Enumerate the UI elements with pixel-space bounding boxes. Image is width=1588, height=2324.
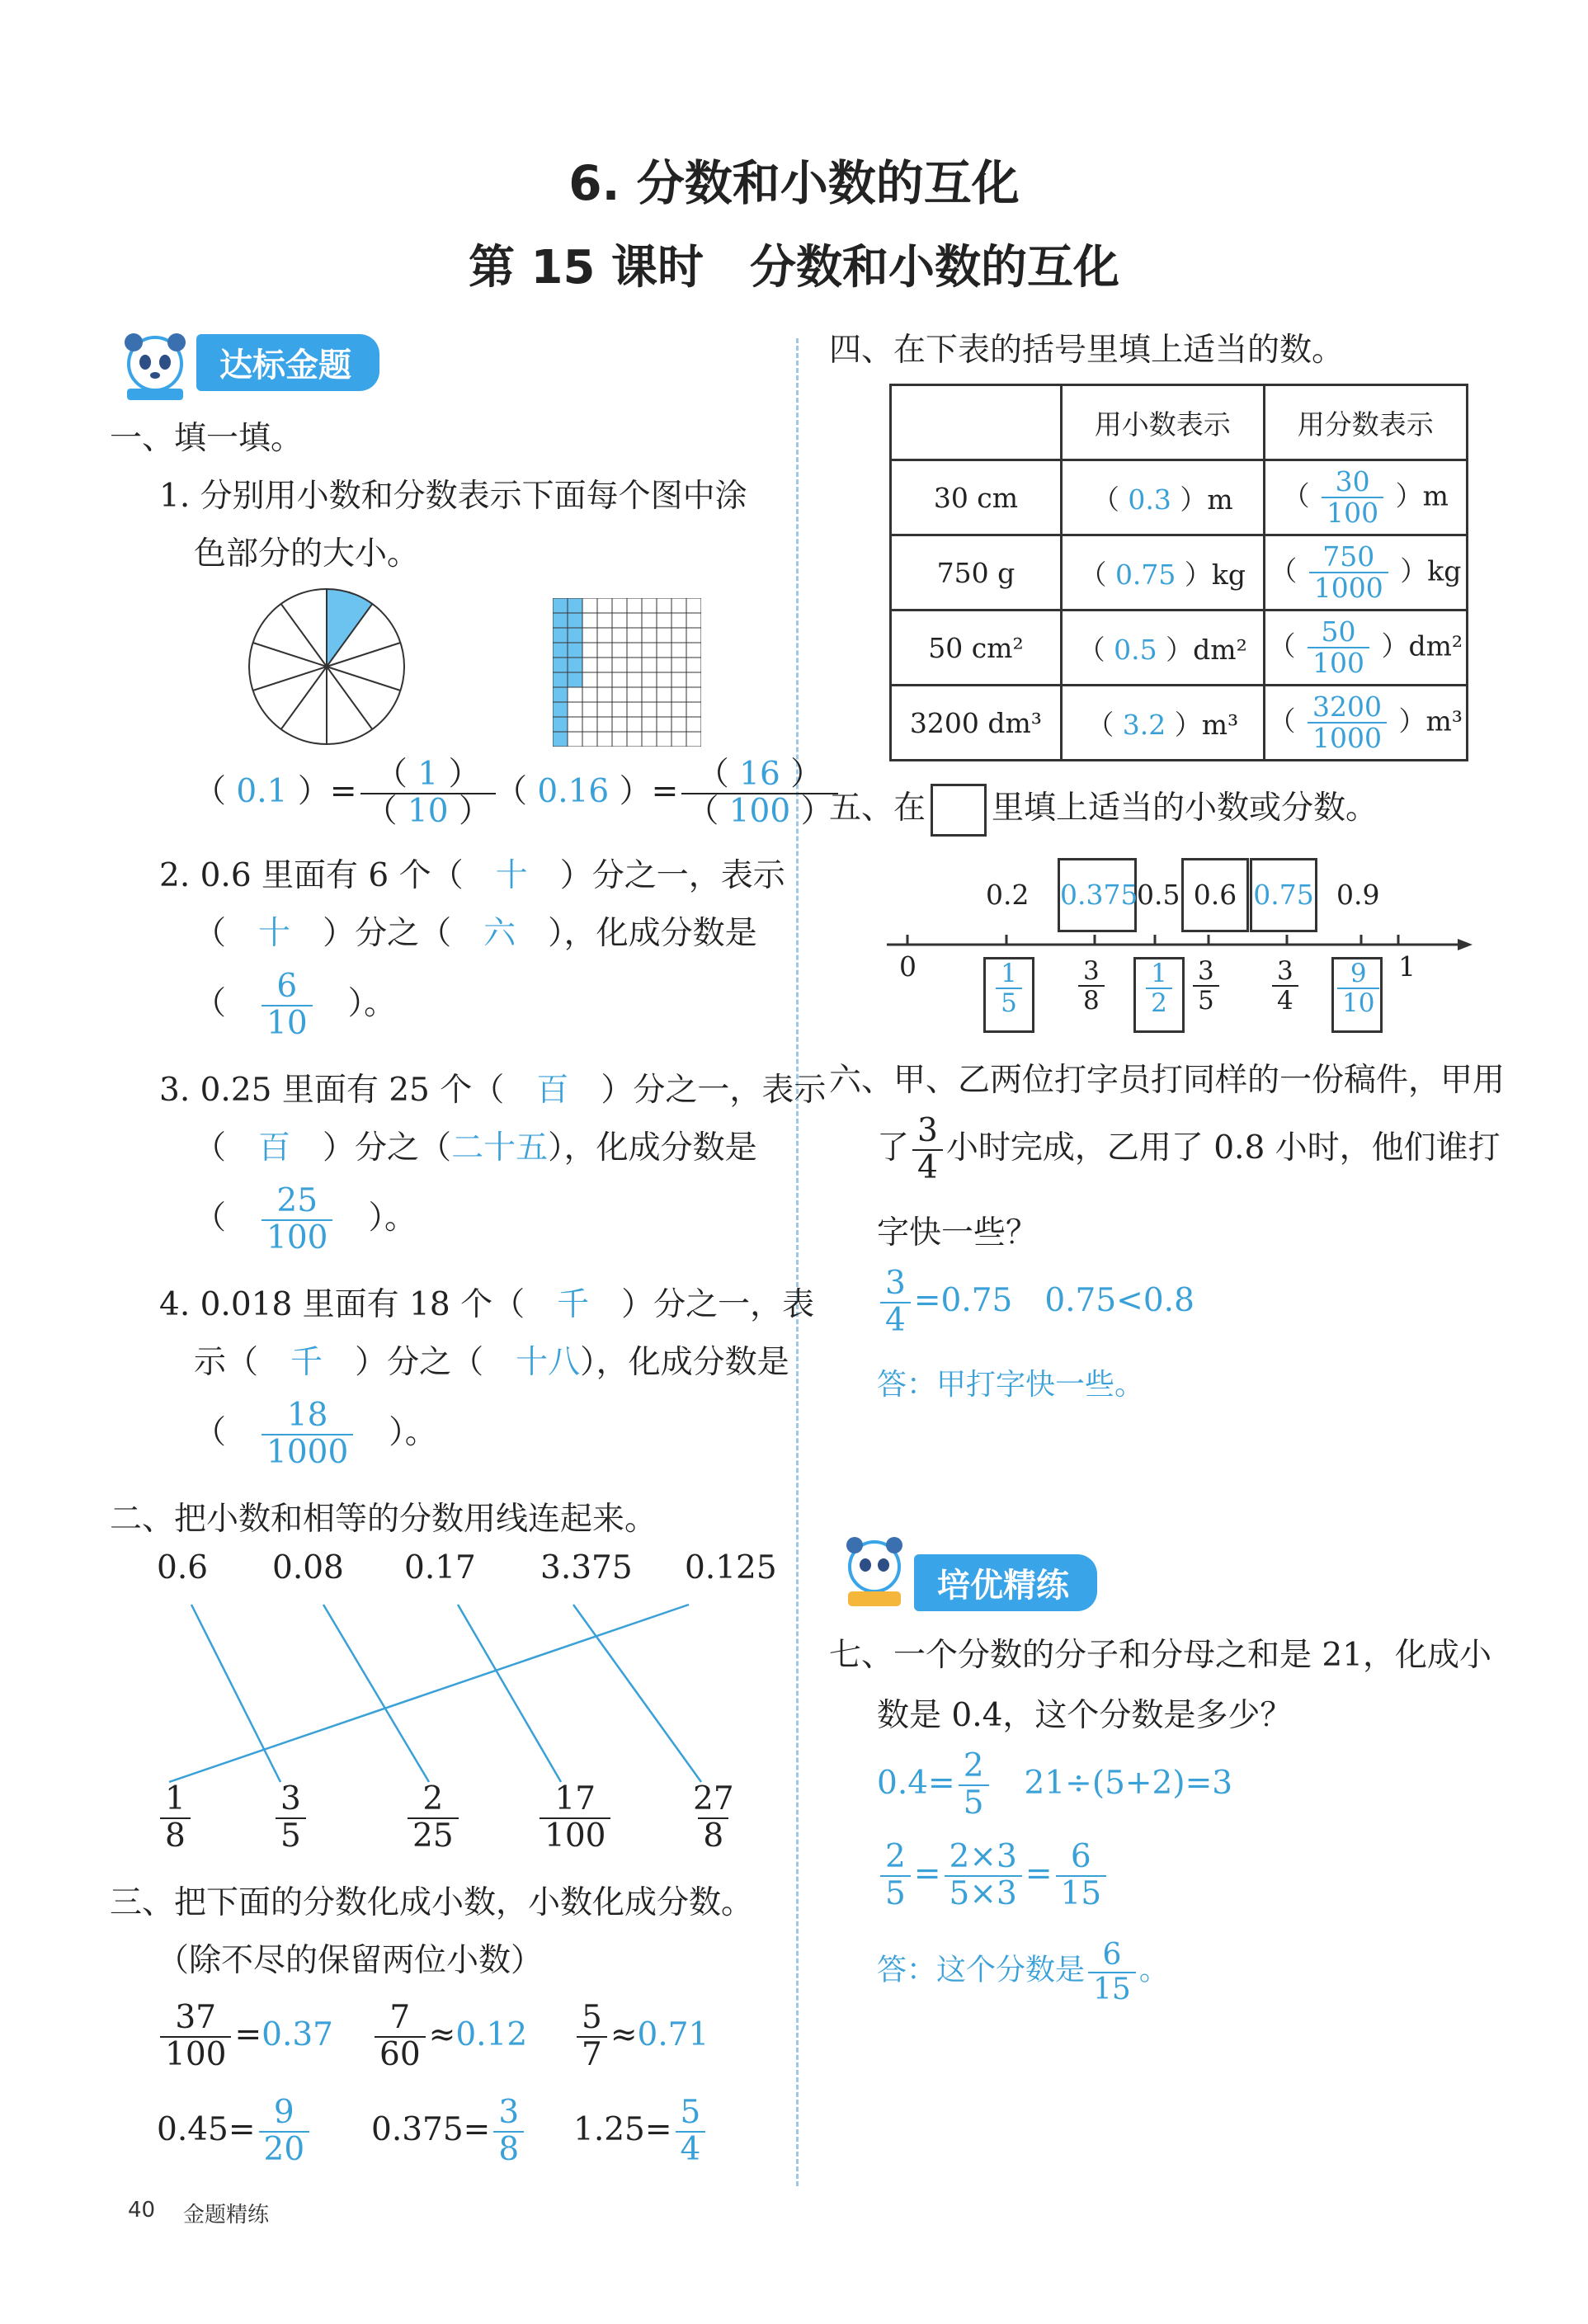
match-fraction-0: $\frac{1}{8}$ xyxy=(157,1782,194,1855)
table-row: 50 cm² （ 0.5 ）dm² （ $\frac{50}{100}$ ）dm² xyxy=(891,610,1468,686)
q1a-fraction: $\frac{( 1 )}{( 10 )}$ xyxy=(360,757,496,830)
nl-top-3: 0.6 xyxy=(1181,858,1249,932)
part3-heading: 三、把下面的分数化成小数，小数化成分数。 xyxy=(110,1884,754,1921)
nl-bottom-3: $\frac{3}{5}$ xyxy=(1190,957,1223,1015)
table-header-fraction: 用分数表示 xyxy=(1264,385,1467,460)
decimal-2: 0.17 xyxy=(404,1549,476,1586)
nl-top-1: 0.375 xyxy=(1058,858,1137,932)
part6-line3: 字快一些？ xyxy=(877,1214,1039,1252)
part6-calc: $\frac{3}{4}$ =0.75 0.75<0.8 xyxy=(877,1266,1195,1339)
mascot-icon xyxy=(833,1530,916,1616)
page-number: 40 xyxy=(128,2198,156,2223)
nl-top-4: 0.75 xyxy=(1250,858,1317,932)
part6-line2: 了 $\frac{3}{4}$ 小时完成，乙用了 0.8 小时，他们谁打 xyxy=(877,1112,1501,1186)
nl-top-5: 0.9 xyxy=(1336,879,1380,911)
part7-line1: 七、一个分数的分子和分母之和是 21，化成小 xyxy=(829,1637,1492,1674)
part5-heading: 五、在 里填上适当的小数或分数。 xyxy=(829,782,1378,837)
convert-item-1: $\frac{7}{60}$ ≈0.12 xyxy=(371,2001,527,2073)
decimal-1: 0.08 xyxy=(272,1549,344,1586)
part4-heading: 四、在下表的括号里填上适当的数。 xyxy=(829,332,1345,369)
table-header-decimal: 用小数表示 xyxy=(1061,385,1264,460)
match-fraction-1: $\frac{3}{5}$ xyxy=(272,1782,309,1855)
convert-item-5: 1.25= $\frac{5}{4}$ xyxy=(573,2095,709,2168)
q1b-decimal: 0.16 xyxy=(537,772,610,810)
nl-one: 1 xyxy=(1398,950,1416,983)
book-name: 金题精练 xyxy=(183,2203,270,2227)
q1a-decimal: 0.1 xyxy=(236,772,288,810)
part7-line2: 数是 0.4，这个分数是多少？ xyxy=(877,1697,1293,1734)
table-row: 30 cm （ 0.3 ）m （ $\frac{30}{100}$ ）m xyxy=(891,460,1468,535)
decimal-0: 0.6 xyxy=(157,1549,209,1586)
empty-box-icon xyxy=(931,784,987,837)
badge-standard-questions: 达标金题 xyxy=(196,334,379,391)
nl-bottom-1: $\frac{3}{8}$ xyxy=(1075,957,1108,1015)
q1-line2: 色部分的大小。 xyxy=(194,535,420,573)
part7-calc1: 0.4= $\frac{2}{5}$ 21÷(5+2)=3 xyxy=(877,1747,1233,1822)
q4-line3: （ $\frac{18}{1000}$ ）。 xyxy=(194,1397,437,1471)
part7-answer: 答：这个分数是 $\frac{6}{15}$ 。 xyxy=(877,1938,1169,2006)
nl-bottom-4: $\frac{3}{4}$ xyxy=(1269,957,1302,1015)
convert-item-4: 0.375= $\frac{3}{8}$ xyxy=(371,2095,527,2168)
section-title: 6. 分数和小数的互化 xyxy=(568,155,1020,211)
q1a-answer: （ 0.1 ）= $\frac{( 1 )}{( 10 )}$ xyxy=(194,757,499,830)
q4-line1: 4. 0.018 里面有 18 个（ 千 ）分之一，表 xyxy=(159,1286,815,1323)
part1-heading: 一、填一填。 xyxy=(110,420,304,457)
q2-line3: （ $\frac{6}{10}$ ）。 xyxy=(194,968,397,1042)
nl-zero: 0 xyxy=(899,950,917,983)
nl-top-0: 0.2 xyxy=(986,879,1030,911)
q2-line2: （ 十 ）分之（ 六 ），化成分数是 xyxy=(194,915,757,952)
part2-heading: 二、把小数和相等的分数用线连起来。 xyxy=(110,1501,657,1538)
nl-bottom-2: $\frac{1}{2}$ xyxy=(1133,957,1185,1033)
nl-top-2: 0.5 xyxy=(1137,879,1180,911)
decimal-3: 3.375 xyxy=(540,1549,633,1586)
table-row: 3200 dm³ （ 3.2 ）m³ （ $\frac{3200}{1000}$ ）m³ xyxy=(891,686,1468,761)
part6-line1: 六、甲、乙两位打字员打同样的一份稿件，甲用 xyxy=(829,1062,1506,1099)
convert-item-0: $\frac{37}{100}$ =0.37 xyxy=(157,2001,333,2073)
q1b-fraction: $\frac{( 16 )}{( 100 )}$ xyxy=(681,757,837,830)
badge-advanced-practice: 培优精练 xyxy=(914,1554,1097,1611)
nl-bottom-0: $\frac{1}{5}$ xyxy=(983,957,1034,1033)
conversion-table xyxy=(889,384,1468,761)
table-row: 750 g （ 0.75 ）kg （ $\frac{750}{1000}$ ）kg xyxy=(891,535,1468,610)
part7-calc2: $\frac{2}{5}$ = $\frac{2\times 3}{5\times 3}$ = $\frac{6}{15}$ xyxy=(877,1840,1110,1912)
decimal-4: 0.125 xyxy=(685,1549,777,1586)
match-fraction-4: $\frac{27}{8}$ xyxy=(693,1780,734,1855)
nl-bottom-5: $\frac{9}{10}$ xyxy=(1331,957,1383,1033)
part6-answer: 答：甲打字快一些。 xyxy=(877,1368,1145,1402)
q3-line1: 3. 0.25 里面有 25 个（ 百 ）分之一，表示 xyxy=(159,1072,827,1109)
q4-line2: 示（ 千 ）分之（ 十八），化成分数是 xyxy=(194,1344,789,1381)
part3-note: （除不尽的保留两位小数） xyxy=(157,1942,544,1979)
q1-line1: 1. 分别用小数和分数表示下面每个图中涂 xyxy=(159,478,747,515)
q3-line3: （ $\frac{25}{100}$ ）。 xyxy=(194,1182,417,1256)
match-fraction-2: $\frac{2}{25}$ xyxy=(404,1782,462,1855)
convert-item-3: 0.45= $\frac{9}{20}$ xyxy=(157,2095,313,2168)
lesson-title: 第 15 课时 分数和小数的互化 xyxy=(469,241,1119,295)
q3-line2: （ 百 ）分之（二十五），化成分数是 xyxy=(194,1129,757,1167)
q2-line1: 2. 0.6 里面有 6 个（ 十 ）分之一，表示 xyxy=(159,857,785,894)
q1b-answer: （ 0.16 ）= $\frac{( 16 )}{( 100 )}$ xyxy=(495,757,841,830)
convert-item-2: $\frac{5}{7}$ ≈0.71 xyxy=(573,2001,709,2073)
match-fraction-3: $\frac{17}{100}$ xyxy=(536,1782,614,1855)
